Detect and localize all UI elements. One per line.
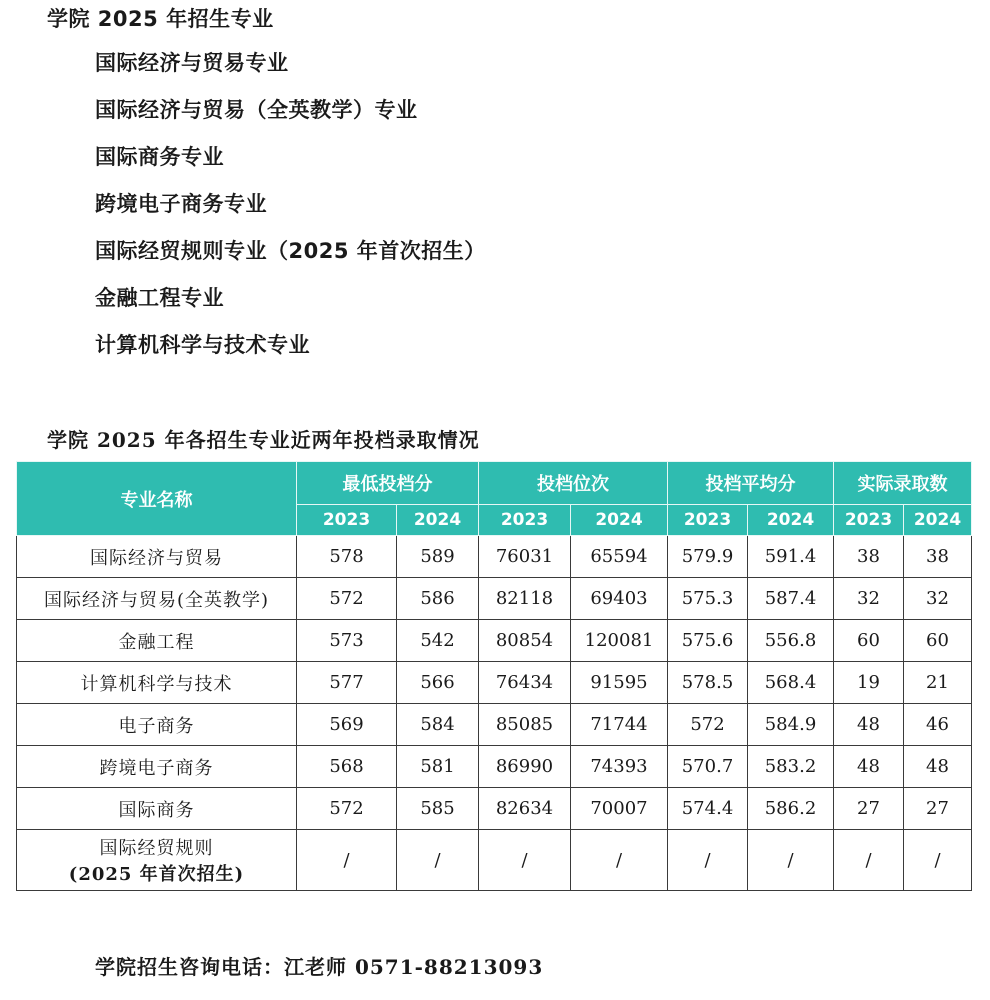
header-year: 2024	[571, 505, 668, 536]
table-row	[17, 704, 972, 746]
header-year: 2023	[297, 505, 397, 536]
value-cell: 578	[297, 536, 397, 578]
major-name-cell	[17, 830, 297, 891]
major-name-cell: 国际商务	[17, 788, 297, 830]
value-cell: 85085	[479, 704, 571, 746]
value-cell: 584	[397, 704, 479, 746]
major-item: 金融工程专业	[95, 286, 224, 310]
value-cell: 586	[397, 578, 479, 620]
value-cell: 584.9	[748, 704, 834, 746]
value-cell: 577	[297, 662, 397, 704]
major-item: 国际商务专业	[95, 145, 224, 169]
value-cell: 46	[904, 704, 972, 746]
value-cell: 574.4	[668, 788, 748, 830]
contact-footer: 学院招生咨询电话：江老师 0571-88213093	[95, 955, 544, 979]
table-row	[17, 578, 972, 620]
table-row	[17, 662, 972, 704]
page-heading: 学院 2025 年招生专业	[47, 7, 274, 31]
major-item: 国际经贸规则专业（2025 年首次招生）	[95, 239, 486, 263]
value-cell: 585	[397, 788, 479, 830]
value-cell: 575.3	[668, 578, 748, 620]
value-cell: 586.2	[748, 788, 834, 830]
value-cell: /	[834, 830, 904, 891]
value-cell: 583.2	[748, 746, 834, 788]
major-item: 国际经济与贸易（全英教学）专业	[95, 98, 418, 122]
value-cell: 556.8	[748, 620, 834, 662]
value-cell: 32	[834, 578, 904, 620]
value-cell: 569	[297, 704, 397, 746]
value-cell: 82118	[479, 578, 571, 620]
table-row	[17, 788, 972, 830]
major-item: 计算机科学与技术专业	[95, 333, 310, 357]
major-list	[95, 46, 486, 375]
value-cell: 69403	[571, 578, 668, 620]
value-cell: 21	[904, 662, 972, 704]
value-cell: 86990	[479, 746, 571, 788]
value-cell: 82634	[479, 788, 571, 830]
value-cell: 91595	[571, 662, 668, 704]
major-name-note: (2025 年首次招生)	[68, 864, 245, 885]
value-cell: 65594	[571, 536, 668, 578]
value-cell: 19	[834, 662, 904, 704]
major-name-cell: 金融工程	[17, 620, 297, 662]
value-cell: 572	[297, 788, 397, 830]
value-cell: /	[479, 830, 571, 891]
value-cell: 566	[397, 662, 479, 704]
value-cell: 71744	[571, 704, 668, 746]
table-row	[17, 746, 972, 788]
value-cell: 74393	[571, 746, 668, 788]
header-year: 2023	[834, 505, 904, 536]
value-cell: 32	[904, 578, 972, 620]
value-cell: 568.4	[748, 662, 834, 704]
major-item: 国际经济与贸易专业	[95, 51, 289, 75]
header-year: 2023	[479, 505, 571, 536]
header-group-avg-score: 投档平均分	[668, 462, 834, 505]
header-group-min-score: 最低投档分	[297, 462, 479, 505]
table-row	[17, 536, 972, 578]
header-group-enrolled: 实际录取数	[834, 462, 972, 505]
value-cell: 589	[397, 536, 479, 578]
table-row	[17, 620, 972, 662]
value-cell: 542	[397, 620, 479, 662]
value-cell: 76031	[479, 536, 571, 578]
value-cell: 591.4	[748, 536, 834, 578]
value-cell: 60	[904, 620, 972, 662]
major-name-cell: 计算机科学与技术	[17, 662, 297, 704]
value-cell: 60	[834, 620, 904, 662]
value-cell: 38	[834, 536, 904, 578]
header-year: 2023	[668, 505, 748, 536]
value-cell: 575.6	[668, 620, 748, 662]
major-name-cell: 跨境电子商务	[17, 746, 297, 788]
header-group-rank: 投档位次	[479, 462, 668, 505]
value-cell: 27	[834, 788, 904, 830]
major-name-cell: 国际经济与贸易(全英教学)	[17, 578, 297, 620]
value-cell: 579.9	[668, 536, 748, 578]
value-cell: 572	[668, 704, 748, 746]
value-cell: 80854	[479, 620, 571, 662]
value-cell: /	[297, 830, 397, 891]
value-cell: 48	[904, 746, 972, 788]
table-row	[17, 830, 972, 891]
value-cell: 76434	[479, 662, 571, 704]
value-cell: 70007	[571, 788, 668, 830]
value-cell: 27	[904, 788, 972, 830]
value-cell: 573	[297, 620, 397, 662]
value-cell: 572	[297, 578, 397, 620]
table-title: 学院 2025 年各招生专业近两年投档录取情况	[47, 428, 480, 452]
major-name-cell: 国际经济与贸易	[17, 536, 297, 578]
value-cell: /	[668, 830, 748, 891]
header-major-name: 专业名称	[17, 462, 297, 536]
admission-table	[16, 461, 972, 891]
value-cell: 581	[397, 746, 479, 788]
value-cell: 568	[297, 746, 397, 788]
value-cell: 587.4	[748, 578, 834, 620]
value-cell: 570.7	[668, 746, 748, 788]
value-cell: 48	[834, 746, 904, 788]
value-cell: /	[397, 830, 479, 891]
header-year: 2024	[748, 505, 834, 536]
value-cell: /	[904, 830, 972, 891]
value-cell: 120081	[571, 620, 668, 662]
value-cell: 578.5	[668, 662, 748, 704]
value-cell: 48	[834, 704, 904, 746]
value-cell: /	[748, 830, 834, 891]
major-name-cell: 电子商务	[17, 704, 297, 746]
value-cell: /	[571, 830, 668, 891]
value-cell: 38	[904, 536, 972, 578]
header-year: 2024	[904, 505, 972, 536]
major-name-line: 国际经贸规则	[99, 838, 214, 859]
header-year: 2024	[397, 505, 479, 536]
major-item: 跨境电子商务专业	[95, 192, 267, 216]
